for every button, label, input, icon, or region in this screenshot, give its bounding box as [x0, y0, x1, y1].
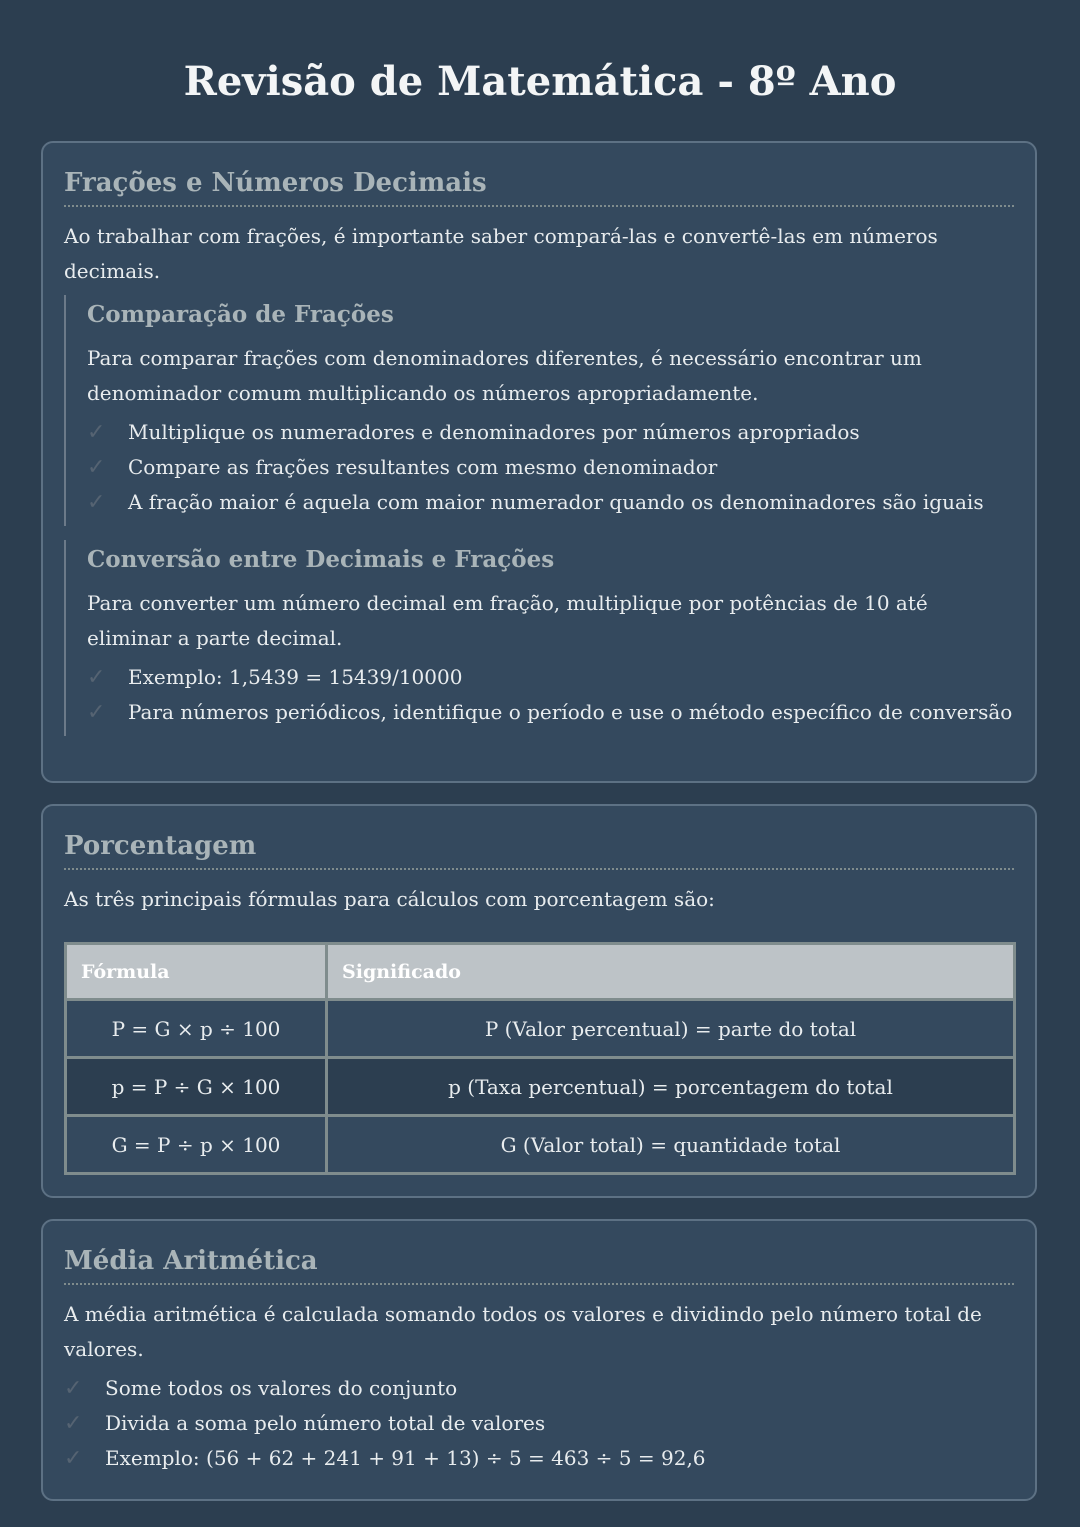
percent-section-title: Porcentagem	[64, 824, 1014, 870]
conversion-checklist	[87, 660, 1014, 730]
page-title: Revisão de Matemática - 8º Ano	[183, 58, 897, 105]
mean-card	[41, 1219, 1037, 1501]
checkmark-icon: ✓	[87, 700, 106, 725]
list-item-text: Para números periódicos, identifique o período e use o método específico de conversão	[128, 700, 1013, 724]
list-item-text: Exemplo: (56 + 62 + 241 + 91 + 13) ÷ 5 = 463 ÷ 5 = 92,6	[105, 1446, 706, 1470]
checkmark-icon: ✓	[87, 665, 106, 690]
list-item-text: Some todos os valores do conjunto	[105, 1376, 458, 1400]
comparison-checklist	[87, 415, 1014, 520]
conversion-subsection	[64, 540, 1014, 736]
checkmark-icon: ✓	[87, 420, 106, 445]
list-item	[87, 695, 1014, 730]
percent-intro: As três principais fórmulas para cálculos com porcentagem são:	[64, 887, 715, 911]
table-cell-meaning: P (Valor percentual) = parte do total	[327, 1000, 1015, 1058]
list-item-text: Exemplo: 1,5439 = 15439/10000	[128, 665, 463, 689]
checkmark-icon: ✓	[64, 1446, 83, 1471]
table-header-formula: Fórmula	[66, 944, 327, 1000]
list-item	[64, 1441, 1014, 1476]
list-item-text: Multiplique os numeradores e denominadores por números apropriados	[128, 420, 860, 444]
table-cell-formula: G = P ÷ p × 100	[66, 1116, 327, 1174]
list-item	[87, 415, 1014, 450]
mean-section-title: Média Aritmética	[64, 1239, 1014, 1285]
list-item	[87, 485, 1014, 520]
comparison-subsection	[64, 295, 1014, 526]
fractions-section-title: Frações e Números Decimais	[64, 161, 1014, 207]
table-header-row	[66, 944, 1015, 1000]
list-item	[87, 450, 1014, 485]
table-row	[66, 1058, 1015, 1116]
list-item	[64, 1406, 1014, 1441]
list-item	[64, 1371, 1014, 1406]
table-cell-meaning: p (Taxa percentual) = porcentagem do total	[327, 1058, 1015, 1116]
table-row	[66, 1116, 1015, 1174]
mean-intro: A média aritmética é calculada somando todos os valores e dividindo pelo número total de valores.	[64, 1302, 982, 1361]
checkmark-icon: ✓	[87, 490, 106, 515]
table-cell-formula: p = P ÷ G × 100	[66, 1058, 327, 1116]
conversion-title: Conversão entre Decimais e Frações	[87, 546, 555, 573]
comparison-title: Comparação de Frações	[87, 301, 394, 328]
mean-checklist	[64, 1371, 1014, 1476]
list-item-text: Compare as frações resultantes com mesmo denominador	[128, 455, 718, 479]
list-item-text: Divida a soma pelo número total de valores	[105, 1411, 546, 1435]
table-header-meaning: Significado	[327, 944, 1015, 1000]
checkmark-icon: ✓	[64, 1376, 83, 1401]
checkmark-icon: ✓	[87, 455, 106, 480]
checkmark-icon: ✓	[64, 1411, 83, 1436]
fractions-intro: Ao trabalhar com frações, é importante saber compará-las e convertê-las em números decimais.	[64, 224, 938, 283]
comparison-text: Para comparar frações com denominadores diferentes, é necessário encontrar um denominador comum multiplicando os números apropriadamente.	[87, 346, 922, 405]
formulas-table	[64, 942, 1016, 1175]
table-row	[66, 1000, 1015, 1058]
list-item	[87, 660, 1014, 695]
fractions-card	[41, 141, 1037, 783]
percent-card	[41, 804, 1037, 1198]
conversion-text: Para converter um número decimal em fração, multiplique por potências de 10 até eliminar a parte decimal.	[87, 591, 928, 650]
table-cell-formula: P = G × p ÷ 100	[66, 1000, 327, 1058]
table-cell-meaning: G (Valor total) = quantidade total	[327, 1116, 1015, 1174]
list-item-text: A fração maior é aquela com maior numerador quando os denominadores são iguais	[128, 490, 984, 514]
